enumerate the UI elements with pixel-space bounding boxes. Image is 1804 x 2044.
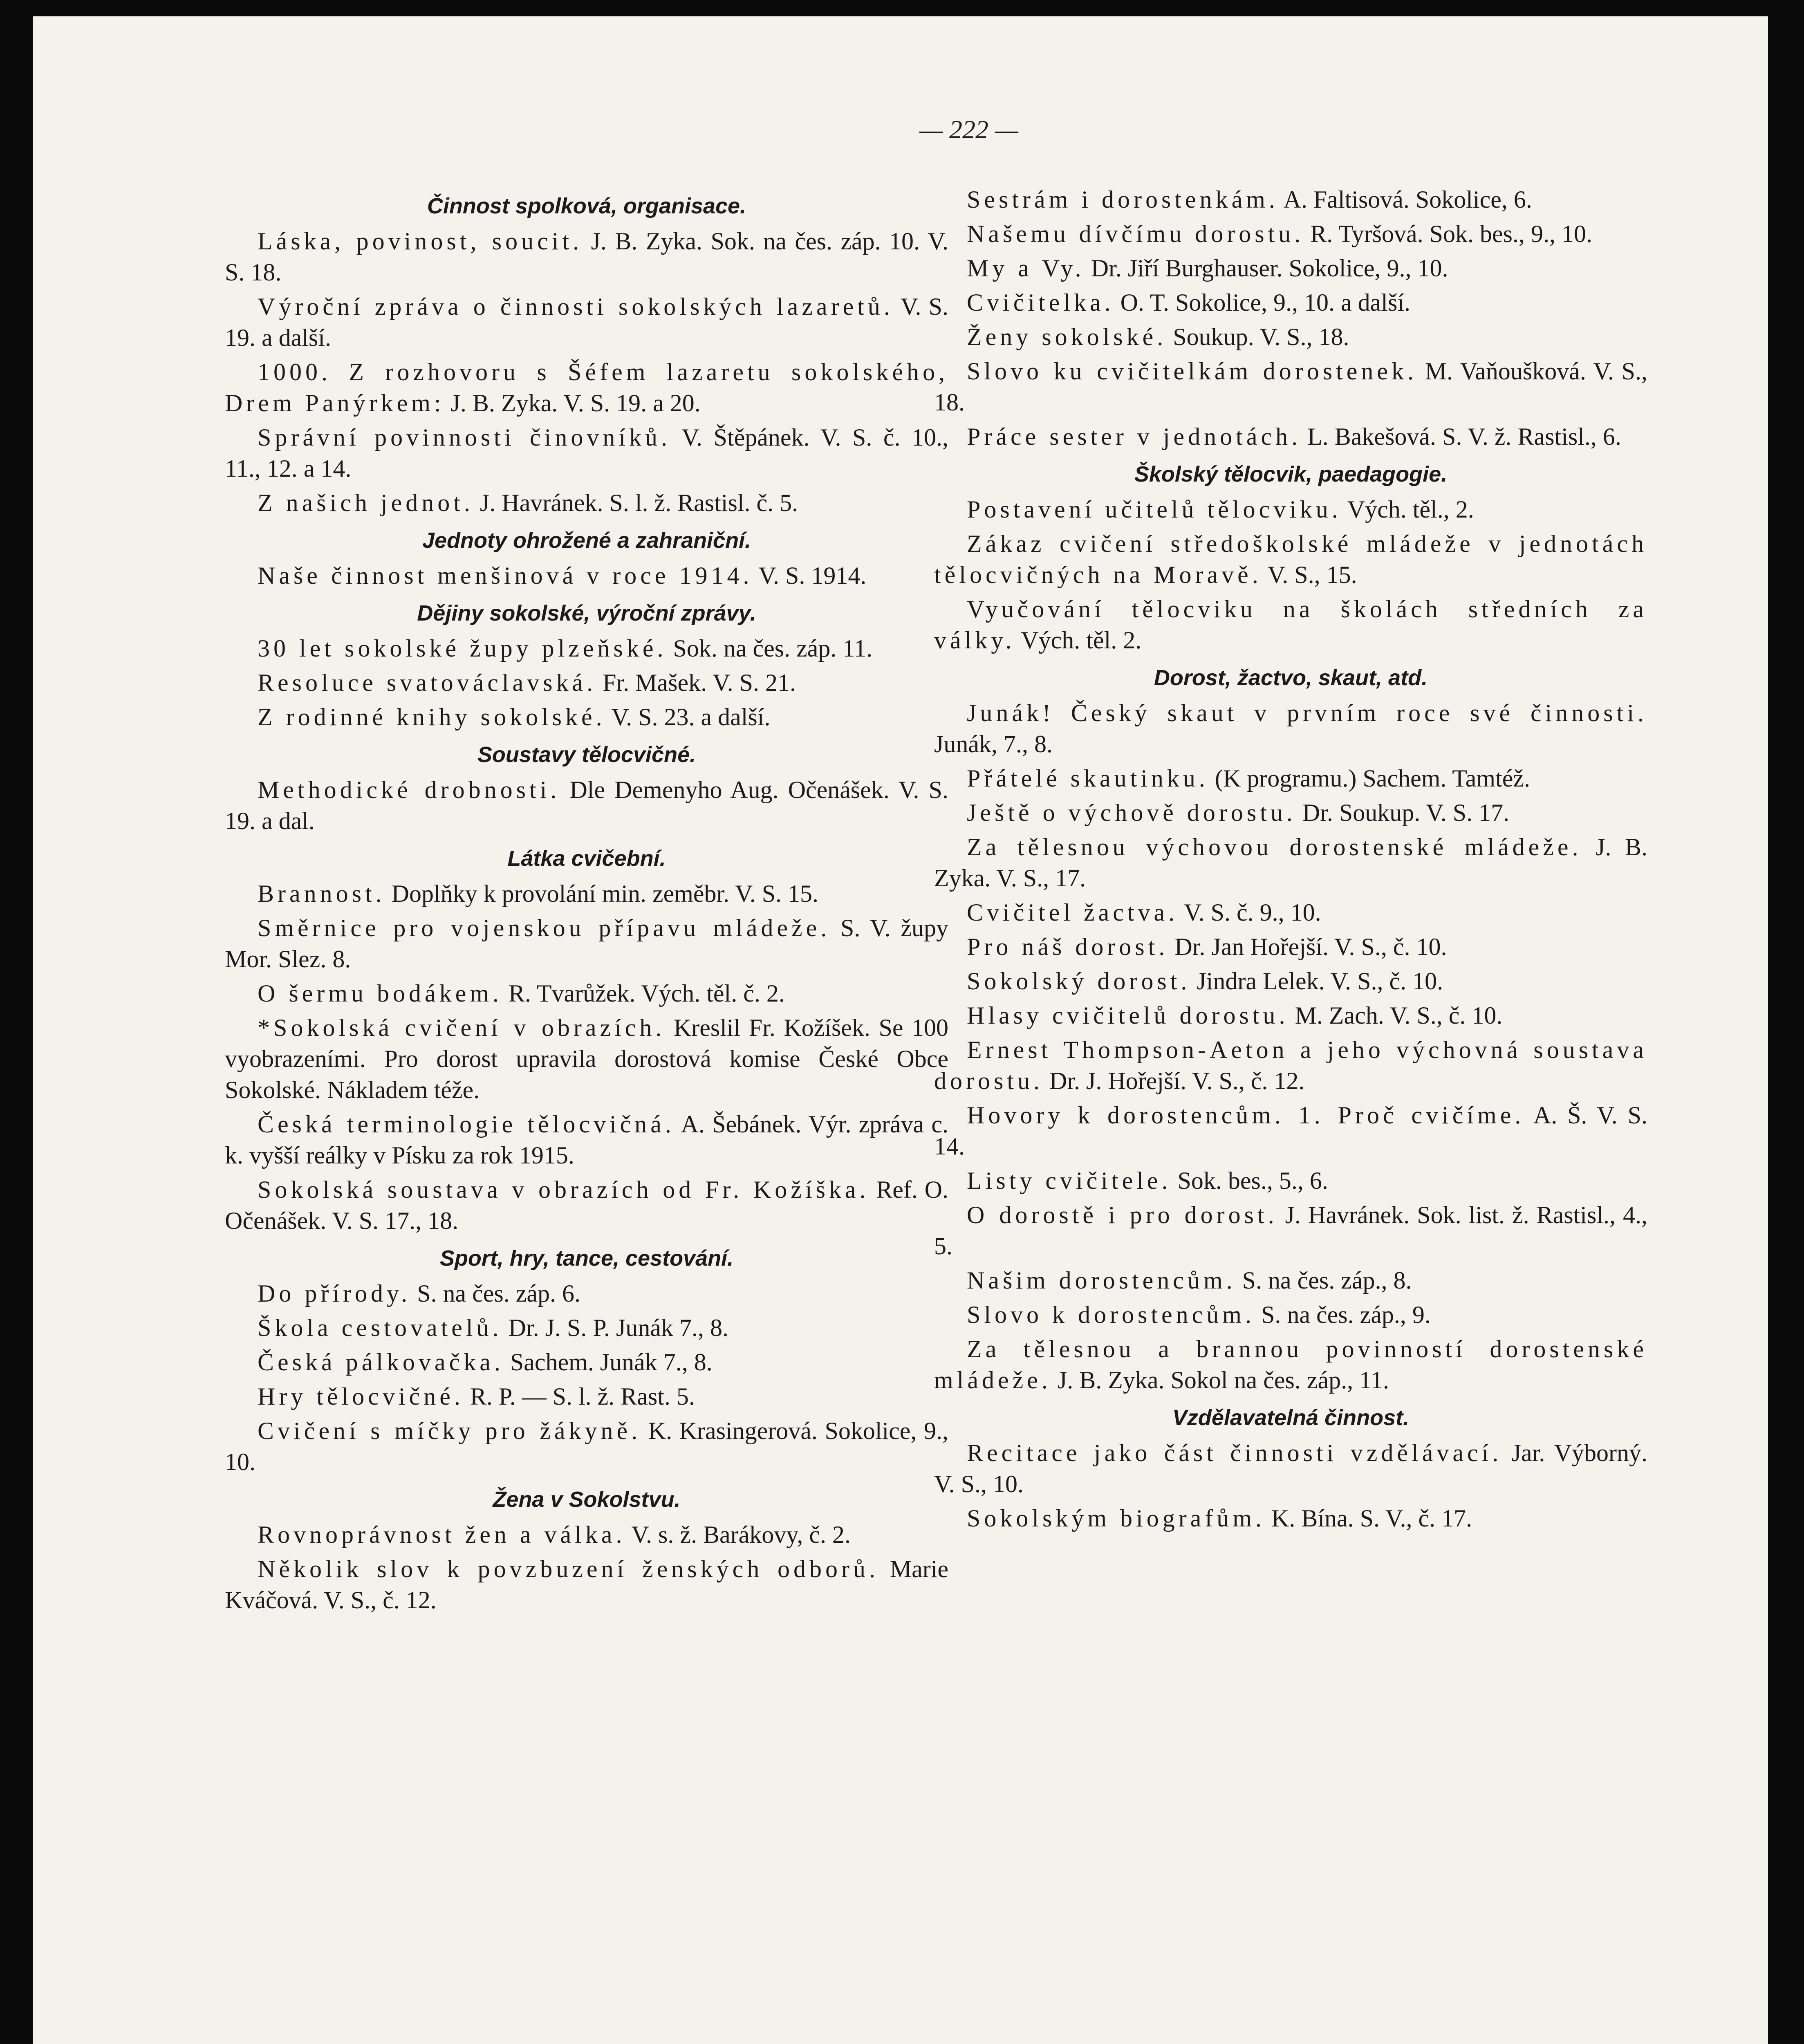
section-heading: Dorost, žactvo, skaut, atd. [1154, 666, 1428, 690]
entry-title: Pro náš dorost. [967, 933, 1169, 960]
entry-reference: Ref. O. Očenášek. V. S. 17., 18. [225, 1176, 948, 1234]
entry-title: Sokolským biografům. [967, 1505, 1265, 1532]
bibliography-entry [934, 931, 1647, 962]
section-heading: Školský tělocvik, paedagogie. [1134, 462, 1448, 486]
entry-title: O dorostě i pro dorost. [967, 1201, 1278, 1228]
bibliography-entry [934, 321, 1647, 352]
bibliography-entry [934, 797, 1647, 828]
entry-title: Za tělesnou a brannou povinností dorostenské mládeže. [934, 1336, 1647, 1394]
entry-title: Cvičitelka. [967, 289, 1114, 316]
entry-title: Listy cvičitele. [967, 1167, 1172, 1194]
entry-title: Brannost. [258, 880, 385, 907]
bibliography-entry [934, 528, 1647, 590]
entry-title: Rovnoprávnost žen a válka. [258, 1521, 626, 1548]
entry-reference: J. B. Zyka. Sok. na čes. záp. 10. V. S. 18. [225, 228, 948, 286]
entry-reference: V. S. 23. a další. [611, 704, 771, 731]
entry-reference: Dr. Jan Hořejší. V. S., č. 10. [1174, 933, 1447, 960]
entry-title: Česká terminologie tělocvičná. [258, 1111, 675, 1138]
entry-title: Ernest Thompson-Aeton a jeho výchovná soustava dorostu. [934, 1036, 1647, 1094]
entry-reference: V. S., 15. [1267, 561, 1357, 588]
bibliography-entry [934, 594, 1647, 656]
bibliography-entry [225, 702, 948, 733]
entry-reference: V. S. 1914. [758, 562, 867, 589]
entry-reference: S. na čes. záp. 6. [417, 1280, 580, 1307]
bibliography-entry [934, 218, 1647, 249]
entry-title: Methodické drobnosti. [258, 776, 560, 803]
bibliography-entry [225, 978, 948, 1009]
entry-title: Škola cestovatelů. [258, 1314, 502, 1341]
entry-reference: A. Š. V. S. 14. [934, 1102, 1647, 1160]
entry-reference: M. Zach. V. S., č. 10. [1295, 1002, 1503, 1029]
entry-reference: V. S. č. 9., 10. [1184, 899, 1321, 926]
entry-reference: Jar. Výborný. V. S., 10. [934, 1439, 1647, 1497]
entry-reference: V. S. 19. a další. [225, 293, 948, 351]
entry-title: Několik slov k povzbuzení ženských odborů. [258, 1555, 879, 1582]
entry-reference: Jindra Lelek. V. S., č. 10. [1197, 968, 1443, 995]
bibliography-entry [934, 1000, 1647, 1031]
entry-title: Vyučování tělocviku na školách středních za války. [934, 596, 1647, 654]
entry-title: Hry tělocvičné. [258, 1383, 464, 1410]
bibliography-entry [934, 831, 1647, 894]
entry-reference: V. s. ž. Barákovy, č. 2. [631, 1521, 851, 1548]
bibliography-entry [934, 1437, 1647, 1499]
entry-reference: V. Štěpánek. V. S. č. 10., 11., 12. a 14. [225, 424, 948, 482]
entry-reference: Sok. bes., 5., 6. [1177, 1167, 1328, 1194]
entry-title: Sokolská soustava v obrazích od Fr. Kožíška. [258, 1176, 870, 1203]
bibliography-entry [934, 1165, 1647, 1196]
section-heading: Jednoty ohrožené a zahraniční. [422, 528, 751, 553]
entry-title: Cvičení s míčky pro žákyně. [258, 1417, 641, 1444]
bibliography-entry [225, 1415, 948, 1477]
entry-title: Sestrám i dorostenkám. [967, 186, 1279, 213]
entry-title: Junák! Český skaut v prvním roce své činnosti. [967, 699, 1647, 726]
entry-title: Do přírody. [258, 1280, 411, 1307]
entry-title: Za tělesnou výchovou dorostenské mládeže. [967, 834, 1582, 861]
entry-title: Česká pálkovačka. [258, 1349, 504, 1376]
bibliography-entry [225, 226, 948, 288]
bibliography-entry [225, 633, 948, 664]
bibliography-entry [225, 291, 948, 353]
entry-reference: J. Havránek. Sok. list. ž. Rastisl., 4., 5. [934, 1201, 1647, 1260]
entry-title: Sokolský dorost. [967, 968, 1191, 995]
bibliography-entry [225, 667, 948, 698]
entry-title: Ještě o výchově dorostu. [967, 799, 1296, 826]
entry-title: Ženy sokolské. [967, 323, 1167, 350]
entry-reference: Vých. těl. 2. [1021, 627, 1142, 654]
bibliography-entry [225, 1519, 948, 1550]
bibliography-entry [225, 1012, 948, 1105]
section-heading: Sport, hry, tance, cestování. [439, 1246, 734, 1271]
entry-title: Recitace jako část činnosti vzdělávací. [967, 1439, 1502, 1466]
bibliography-entry [225, 1174, 948, 1236]
entry-reference: Dr. Jiří Burghauser. Sokolice, 9., 10. [1091, 255, 1448, 282]
entry-reference: S. na čes. záp., 8. [1242, 1267, 1412, 1294]
entry-title: Cvičitel žactva. [967, 899, 1179, 926]
bibliography-entry [934, 253, 1647, 284]
entry-reference: J. B. Zyka. Sokol na čes. záp., 11. [1057, 1367, 1389, 1394]
entry-title: Z rodinné knihy sokolské. [258, 704, 606, 731]
entry-title: 30 let sokolské župy plzeňské. [258, 635, 667, 662]
bibliography-entry [225, 1381, 948, 1412]
bibliography-entry [934, 356, 1647, 418]
entry-reference: R. P. — S. l. ž. Rast. 5. [470, 1383, 695, 1410]
entry-title: Našim dorostencům. [967, 1267, 1236, 1294]
page-number: — 222 — [919, 115, 1018, 144]
left-column [225, 184, 948, 1619]
bibliography-entry [225, 422, 948, 484]
entry-reference: R. Tvarůžek. Vých. těl. č. 2. [508, 980, 785, 1007]
entry-reference: A. Faltisová. Sokolice, 6. [1283, 186, 1532, 213]
entry-title: Našemu dívčímu dorostu. [967, 220, 1304, 247]
bibliography-entry [934, 763, 1647, 794]
entry-reference: Sok. na čes. záp. 11. [673, 635, 873, 662]
bibliography-entry [225, 1312, 948, 1343]
entry-title: Výroční zpráva o činnosti sokolských lazaretů. [258, 293, 894, 320]
entry-title: O šermu bodákem. [258, 980, 502, 1007]
entry-reference: Dr. J. Hořejší. V. S., č. 12. [1049, 1067, 1305, 1094]
page [33, 16, 1768, 2044]
entry-reference: Doplňky k provolání min. zeměbr. V. S. 15. [391, 880, 819, 907]
entry-title: Resoluce svatováclavská. [258, 669, 597, 696]
entry-title: Hlasy cvičitelů dorostu. [967, 1002, 1289, 1029]
entry-reference: Dr. J. S. P. Junák 7., 8. [508, 1314, 728, 1341]
section-heading: Vzdělavatelná činnost. [1172, 1405, 1410, 1430]
bibliography-entry [225, 774, 948, 836]
entry-title: Z našich jednot. [258, 489, 474, 516]
bibliography-entry [934, 287, 1647, 318]
bibliography-entry [934, 1265, 1647, 1296]
bibliography-entry [934, 1503, 1647, 1534]
entry-title: Práce sester v jednotách. [967, 423, 1302, 450]
entry-title: Postavení učitelů tělocviku. [967, 496, 1342, 523]
section-heading: Látka cvičební. [507, 846, 666, 871]
bibliography-entry [934, 494, 1647, 525]
bibliography-entry [934, 1199, 1647, 1262]
bibliography-entry [225, 487, 948, 518]
bibliography-entry [934, 966, 1647, 997]
entry-reference: J. Havránek. S. l. ž. Rastisl. č. 5. [480, 489, 798, 516]
entry-reference: J. B. Zyka. V. S., 17. [934, 834, 1647, 892]
entry-title: Naše činnost menšinová v roce 1914. [258, 562, 753, 589]
entry-title: 1000. Z rozhovoru s Šéfem lazaretu sokolského, Drem Panýrkem: [225, 359, 948, 417]
bibliography-entry [225, 560, 948, 591]
entry-title: Slovo k dorostencům. [967, 1301, 1255, 1328]
entry-reference: A. Šebánek. Výr. zpráva c. k. vyšší reálky v Písku za rok 1915. [225, 1111, 948, 1169]
entry-title: Směrnice pro vojenskou přípavu mládeže. [258, 914, 831, 941]
entry-title: Přátelé skautinku. [967, 765, 1209, 792]
bibliography-entry [934, 1334, 1647, 1396]
entry-reference: S. V. župy Mor. Slez. 8. [225, 914, 949, 973]
entry-reference: Dle Demenyho Aug. Očenášek. V. S. 19. a dal. [225, 776, 948, 834]
entry-reference: L. Bakešová. S. V. ž. Rastisl., 6. [1307, 423, 1621, 450]
bibliography-entry [934, 184, 1647, 215]
section-heading: Soustavy tělocvičné. [477, 742, 696, 767]
entry-reference: M. Vaňoušková. V. S., 18. [934, 358, 1647, 416]
entry-reference: Junák, 7., 8. [934, 731, 1053, 758]
section-heading: Činnost spolková, organisace. [427, 194, 746, 218]
section-heading: Žena v Sokolstvu. [493, 1487, 681, 1512]
entry-reference: K. Krasingerová. Sokolice, 9., 10. [225, 1417, 948, 1475]
bibliography-entry [934, 697, 1647, 760]
entry-reference: Kreslil Fr. Kožíšek. Se 100 vyobrazeními. Pro dorost upravila dorostová komise České Obce Sokolské. Nákladem téže. [225, 1014, 948, 1103]
entry-title: Hovory k dorostencům. 1. Proč cvičíme. [967, 1102, 1525, 1129]
bibliography-entry [225, 912, 948, 975]
bibliography-entry [225, 1553, 948, 1616]
entry-reference: Vých. těl., 2. [1347, 496, 1474, 523]
section-heading: Dějiny sokolské, výroční zprávy. [417, 601, 756, 625]
bibliography-entry [934, 1034, 1647, 1096]
entry-reference: Dr. Soukup. V. S. 17. [1302, 799, 1510, 826]
entry-title: Slovo ku cvičitelkám dorostenek. [967, 358, 1418, 385]
right-column [934, 184, 1647, 1537]
entry-reference: S. na čes. záp., 9. [1261, 1301, 1431, 1328]
bibliography-entry [225, 1347, 948, 1378]
entry-title: My a Vy. [967, 255, 1085, 282]
entry-reference: Fr. Mašek. V. S. 21. [603, 669, 796, 696]
entry-title: *Sokolská cvičení v obrazích. [258, 1014, 666, 1041]
bibliography-entry [225, 1278, 948, 1309]
entry-reference: Sachem. Junák 7., 8. [510, 1349, 713, 1376]
bibliography-entry [225, 878, 948, 909]
entry-reference: R. Tyršová. Sok. bes., 9., 10. [1310, 220, 1592, 247]
entry-reference: O. T. Sokolice, 9., 10. a další. [1120, 289, 1410, 316]
entry-reference: Soukup. V. S., 18. [1173, 323, 1349, 350]
entry-reference: Marie Kváčová. V. S., č. 12. [225, 1555, 949, 1614]
bibliography-entry [934, 421, 1647, 452]
entry-title: Zákaz cvičení středoškolské mládeže v jednotách tělocvičných na Moravě. [934, 530, 1647, 588]
entry-title: Správní povinnosti činovníků. [258, 424, 671, 451]
entry-reference: J. B. Zyka. V. S. 19. a 20. [450, 390, 701, 417]
bibliography-entry [225, 356, 948, 419]
bibliography-entry [934, 1100, 1647, 1162]
entry-reference: (K programu.) Sachem. Tamtéž. [1215, 765, 1530, 792]
entry-reference: K. Bína. S. V., č. 17. [1271, 1505, 1472, 1532]
bibliography-entry [225, 1109, 948, 1171]
bibliography-entry [934, 1299, 1647, 1330]
bibliography-entry [934, 897, 1647, 928]
entry-title: Láska, povinost, soucit. [258, 228, 583, 255]
